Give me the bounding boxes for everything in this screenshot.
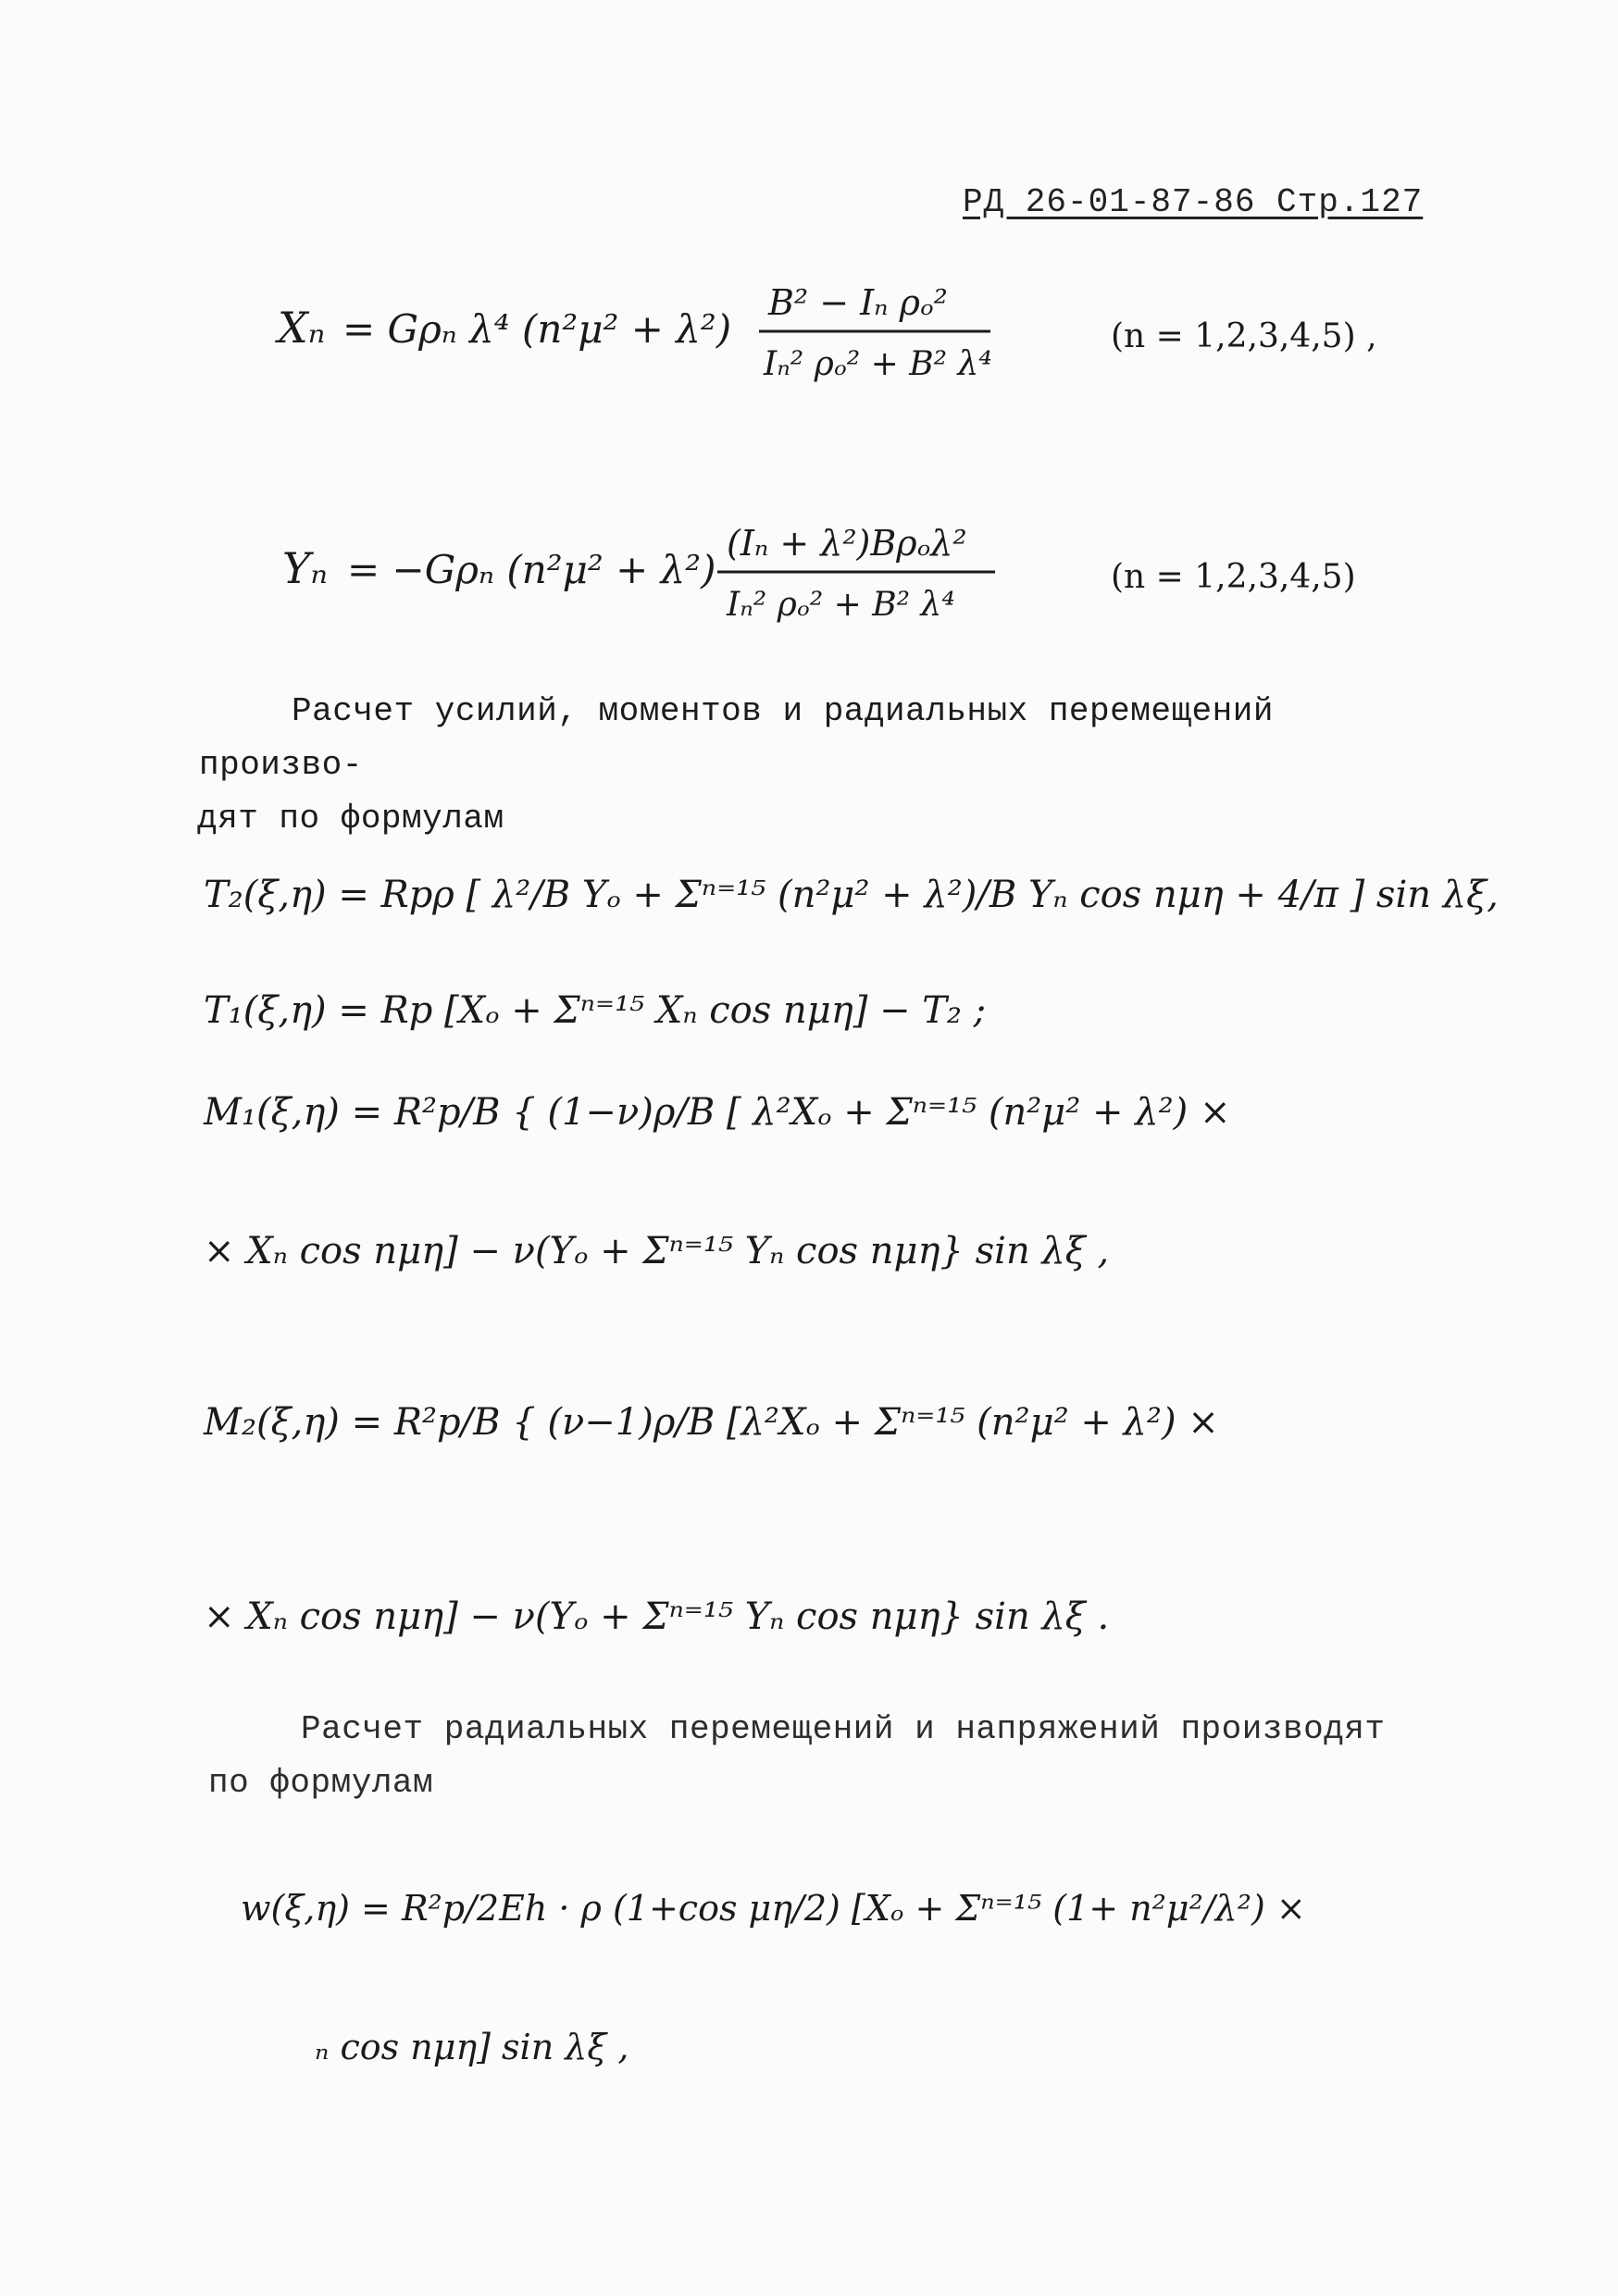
formula-xn-lhs: Xₙ bbox=[278, 303, 326, 353]
formula-xn-denominator: Iₙ² ρₒ² + B² λ⁴ bbox=[764, 345, 992, 383]
formula-w-line1-text: w(ξ,η) = R²p/2Eh · ρ (1+cos μη/2) [Xₒ + Σⁿ⁼¹⁵ (1+ n²μ²/λ²) × bbox=[241, 1888, 1306, 1929]
formula-m1-line1 bbox=[0, 1055, 1618, 1157]
formula-yn-rhs: = −Gρₙ (n²μ² + λ²) bbox=[347, 547, 716, 592]
formula-w-line2 bbox=[0, 1990, 1618, 2091]
formula-xn-numerator: B² − Iₙ ρₒ² bbox=[768, 282, 948, 323]
paragraph-line: дят по формулам bbox=[197, 800, 504, 838]
formula-yn-lhs: Yₙ bbox=[282, 543, 329, 593]
formula-m1-line1-text: M₁(ξ,η) = R²p/B { (1−ν)ρ/B [ λ²Xₒ + Σⁿ⁼¹⁵ (n²μ² + λ²) × bbox=[204, 1091, 1231, 1134]
paragraph-displacements-intro bbox=[208, 1703, 1412, 1810]
formula-t2 bbox=[0, 833, 1618, 944]
formula-m2-line2-text: × Xₙ cos nμη] − ν(Yₒ + Σⁿ⁼¹⁵ Yₙ cos nμη} sin λξ . bbox=[204, 1595, 1110, 1638]
formula-w-line2-text: ₙ cos nμη] sin λξ , bbox=[315, 2027, 629, 2067]
formula-w-line1 bbox=[0, 1842, 1618, 1962]
formula-m1-line2-text: × Xₙ cos nμη] − ν(Yₒ + Σⁿ⁼¹⁵ Yₙ cos nμη} sin λξ , bbox=[204, 1230, 1110, 1272]
formula-m2-line1 bbox=[0, 1360, 1618, 1471]
formula-yn bbox=[0, 500, 1618, 648]
formula-yn-condition: (n = 1,2,3,4,5) bbox=[1111, 558, 1356, 596]
paragraph-forces-intro bbox=[199, 685, 1402, 846]
paragraph-line: Расчет усилий, моментов и радиальных перемещений произво- bbox=[199, 692, 1274, 784]
formula-m2-line1-text: M₂(ξ,η) = R²p/B { (ν−1)ρ/B [λ²Xₒ + Σⁿ⁼¹⁵ (n²μ² + λ²) × bbox=[204, 1401, 1219, 1444]
formula-t1-text: T₁(ξ,η) = Rp [Xₒ + Σⁿ⁼¹⁵ Xₙ cos nμη] − T₂ ; bbox=[204, 989, 987, 1032]
formula-t2-text: T₂(ξ,η) = Rpρ [ λ²/B Yₒ + Σⁿ⁼¹⁵ (n²μ² + λ²)/B Yₙ cos nμη + 4/π ] sin λξ, bbox=[204, 874, 1499, 916]
formula-t1 bbox=[0, 953, 1618, 1055]
formula-xn-condition: (n = 1,2,3,4,5) , bbox=[1111, 317, 1377, 355]
formula-yn-numerator: (Iₙ + λ²)Bρₒλ² bbox=[727, 523, 967, 564]
formula-xn-rhs: = Gρₙ λ⁴ (n²μ² + λ²) bbox=[342, 306, 732, 352]
page-header-reference: РД 26-01-87-86 Стр.127 bbox=[963, 183, 1424, 221]
paragraph-line: по формулам bbox=[208, 1764, 434, 1802]
formula-m2-line2 bbox=[0, 1555, 1618, 1666]
formula-yn-denominator: Iₙ² ρₒ² + B² λ⁴ bbox=[727, 586, 955, 624]
formula-xn bbox=[0, 259, 1618, 407]
formula-m1-line2 bbox=[0, 1194, 1618, 1296]
paragraph-line: Расчет радиальных перемещений и напряжений производят bbox=[301, 1710, 1386, 1748]
